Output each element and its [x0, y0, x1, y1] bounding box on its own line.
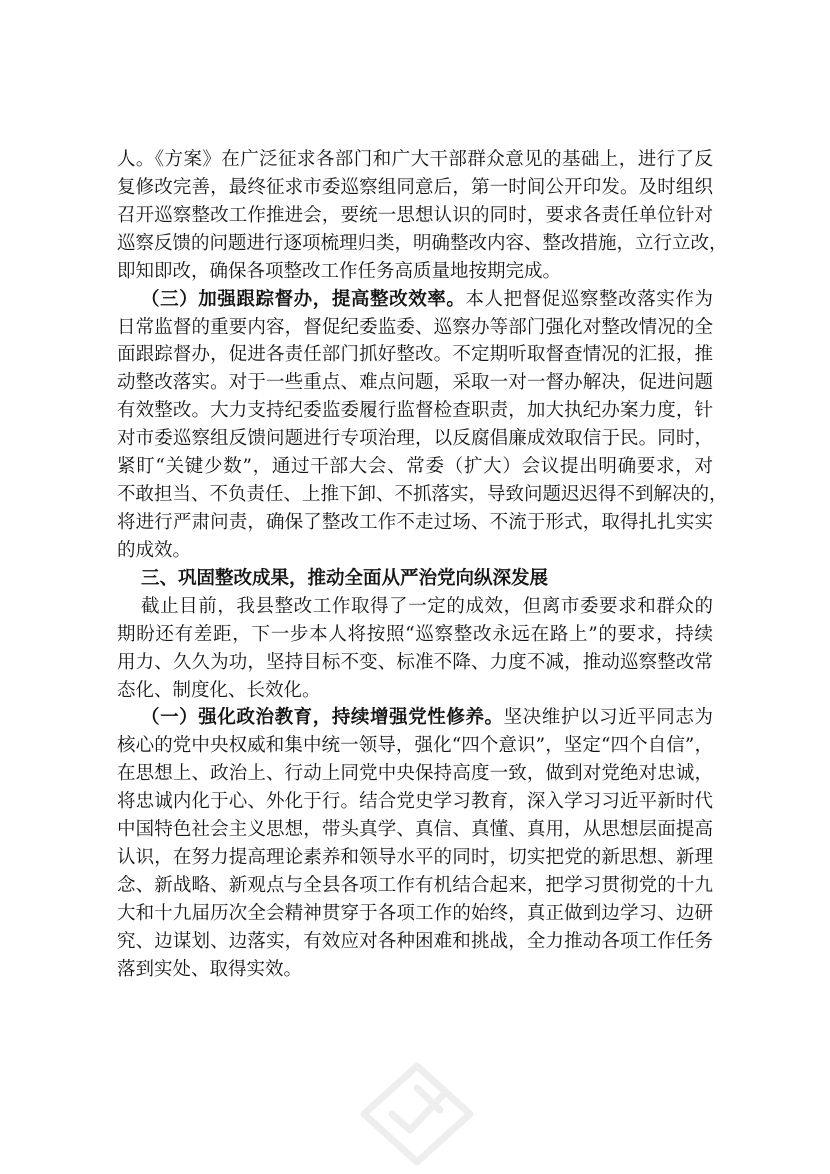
text-line: 态化、制度化、长效化。 — [117, 679, 321, 701]
text-line: 认识，在努力提高理论素养和领导水平的同时，切实把党的新思想、新理 — [117, 847, 713, 869]
text-line: 不敢担当、不负责任、上推下卸、不抓落实，导致问题迟迟得不到解决的， — [117, 484, 728, 506]
text-line: 用力、久久为功，坚持目标不变、标准不降、力度不减，推动巡察整改常 — [117, 651, 713, 673]
text-line: 复修改完善，最终征求市委巡察组同意后，第一时间公开印发。及时组织 — [117, 176, 713, 198]
text-line: 即知即改，确保各项整改工作任务高质量地按期完成。 — [117, 260, 562, 282]
text-line: 究、边谋划、边落实，有效应对各种困难和挑战，全力推动各项工作任务 — [117, 930, 713, 952]
section-lead: （三）加强跟踪督办，提高整改效率。 — [141, 288, 466, 310]
watermark-logo-icon — [352, 1058, 482, 1170]
text-line: 将进行严肃问责，确保了整改工作不走过场、不流于形式，取得扎扎实实 — [117, 511, 713, 533]
section-heading: 三、巩固整改成果，推动全面从严治党向纵深发展 — [141, 567, 549, 589]
text-line: 的成效。 — [117, 539, 192, 561]
text-line: 大和十九届历次全会精神贯穿于各项工作的始终，真正做到边学习、边研 — [117, 902, 713, 924]
text-line: 巡察反馈的问题进行逐项梳理归类，明确整改内容、整改措施，立行立改， — [117, 232, 728, 254]
text-line: 核心的党中央权威和集中统一领导，强化“四个意识”，坚定“四个自信”， — [117, 735, 713, 757]
text-line: 将忠诚内化于心、外化于行。结合党史学习教育，深入学习习近平新时代 — [117, 791, 713, 813]
text-line: 人。《方案》在广泛征求各部门和广大干部群众意见的基础上，进行了反 — [117, 149, 713, 170]
text-line: 紧盯“关键少数”，通过干部大会、常委（扩大）会议提出明确要求，对 — [117, 456, 713, 478]
text-line: 有效整改。大力支持纪委监委履行监督检查职责，加大执纪办案力度，针 — [117, 400, 713, 422]
text-line: 在思想上、政治上、行动上同党中央保持高度一致，做到对党绝对忠诚， — [117, 763, 713, 785]
text-run: 本人把督促巡察整改落实作为 — [465, 288, 713, 310]
text-line: 日常监督的重要内容，督促纪委监委、巡察办等部门强化对整改情况的全 — [117, 316, 713, 338]
text-line: 召开巡察整改工作推进会，要统一思想认识的同时，要求各责任单位针对 — [117, 204, 713, 226]
document-body — [117, 146, 728, 984]
text-line: 截止目前，我县整改工作取得了一定的成效，但离市委要求和群众的 — [141, 595, 713, 617]
text-line: 念、新战略、新观点与全县各项工作有机结合起来，把学习贯彻党的十九 — [117, 874, 713, 896]
text-line — [117, 704, 713, 732]
paragraph — [117, 704, 713, 983]
text-line — [117, 286, 713, 314]
text-line: 面跟踪督办，促进各责任部门抓好整改。不定期听取督查情况的汇报，推 — [117, 344, 713, 366]
text-line: 动整改落实。对于一些重点、难点问题，采取一对一督办解决，促进问题 — [117, 372, 713, 394]
text-line: 对市委巡察组反馈问题进行专项治理，以反腐倡廉成效取信于民。同时， — [117, 428, 713, 450]
text-line: 期盼还有差距，下一步本人将按照“巡察整改永远在路上”的要求，持续 — [117, 623, 713, 645]
paragraph — [117, 286, 728, 565]
text-line: 落到实处、取得实效。 — [117, 958, 303, 980]
paragraph — [117, 593, 713, 705]
paragraph — [117, 146, 728, 286]
text-line: 中国特色社会主义思想，带头真学、真信、真懂、真用，从思想层面提高 — [117, 819, 713, 841]
text-run: 坚决维护以习近平同志为 — [503, 707, 713, 729]
section-lead: （一）强化政治教育，持续增强党性修养。 — [141, 707, 504, 729]
